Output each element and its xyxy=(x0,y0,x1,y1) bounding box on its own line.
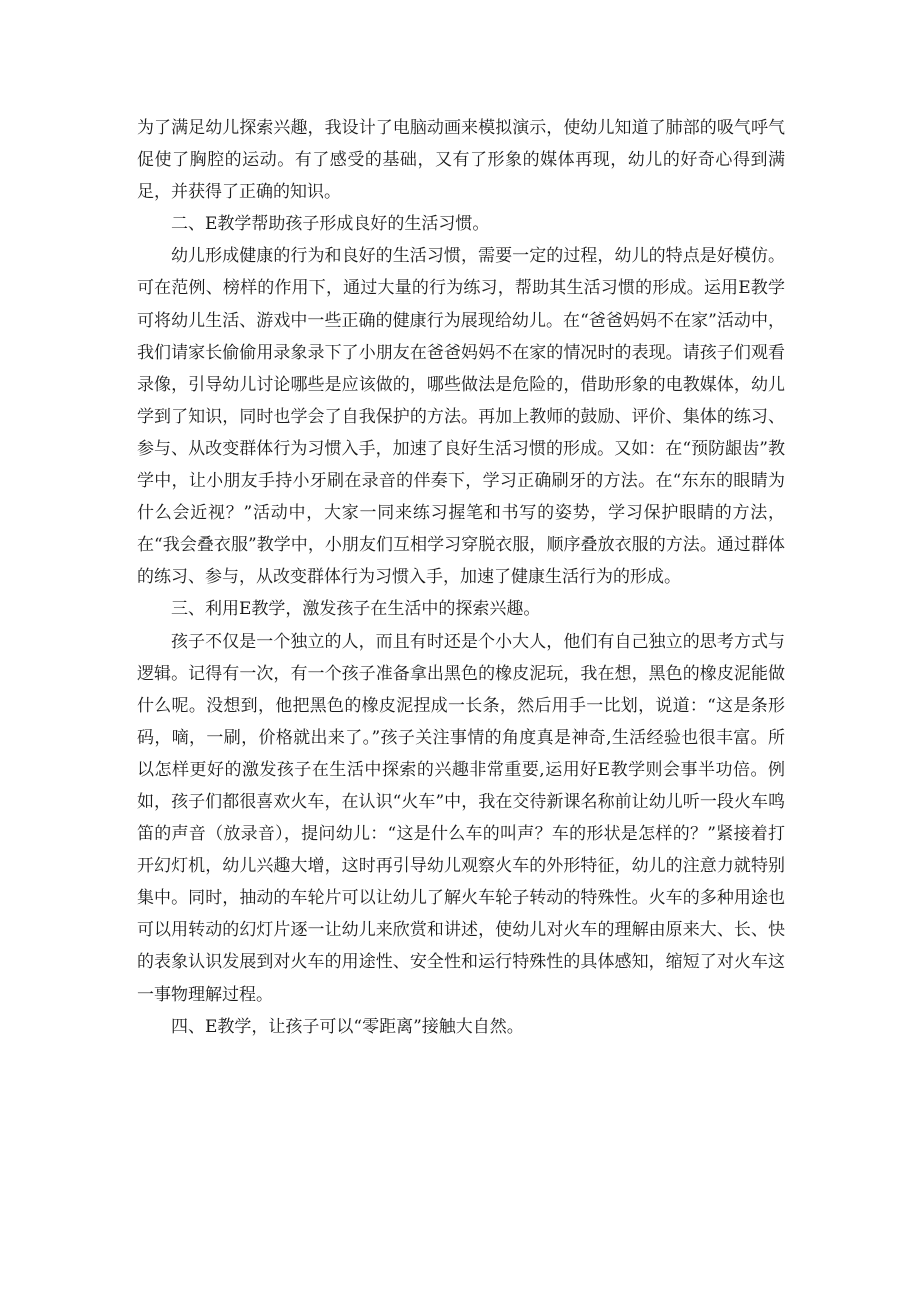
section-heading-four: 四、E教学，让孩子可以“零距离”接触大自然。 xyxy=(171,1016,524,1037)
body-paragraph-exploration: 孩子不仅是一个独立的人，而且有时还是个小大人，他们有自己独立的思考方式与逻辑。记得有一次，有一个孩子准备拿出黑色的橡皮泥玩，我在想，黑色的橡皮泥能做什么呢。没想到，他把黑色的橡皮泥捏成一长条，然后用手一比划，说道：“这是条形码，嘀，一刷，价格就出来了。”孩子关注事情的角度真是神奇,生活经验也很丰富。所以怎样更好的激发孩子在生活中探索的兴趣非常重要,运用好E教学则会事半功倍。例如，孩子们都很喜欢火车，在认识“火车”中，我在交待新课名称前让幼儿听一段火车鸣笛的声音（放录音），提问幼儿：“这是什么车的叫声？车的形状是怎样的？”紧接着打开幻灯机，幼儿兴趣大增，这时再引导幼儿观察火车的外形特征，幼儿的注意力就特别集中。同时，抽动的车轮片可以让幼儿了解火车轮子转动的特殊性。火车的多种用途也可以用转动的幻灯片逐一让幼儿来欣赏和讲述，使幼儿对火车的理解由原来大、长、快的表象认识发展到对火车的用途性、安全性和运行特殊性的具体感知，缩短了对火车这一事物理解过程。 xyxy=(137,631,785,1005)
body-paragraph-intro: 为了满足幼儿探索兴趣，我设计了电脑动画来模拟演示，使幼儿知道了肺部的吸气呼气促使了胸腔的运动。有了感受的基础，又有了形象的媒体再现，幼儿的好奇心得到满足，并获得了正确的知识。 xyxy=(137,118,785,203)
section-heading-two: 二、E教学帮助孩子形成良好的生活习惯。 xyxy=(171,214,490,235)
document-body xyxy=(137,112,785,1043)
body-paragraph-habits: 幼儿形成健康的行为和良好的生活习惯，需要一定的过程，幼儿的特点是好模仿。可在范例、榜样的作用下，通过大量的行为练习，帮助其生活习惯的形成。运用E教学可将幼儿生活、游戏中一些正确的健康行为展现给幼儿。在“爸爸妈妈不在家”活动中，我们请家长偷偷用录象录下了小朋友在爸爸妈妈不在家的情况时的表现。请孩子们观看录像，引导幼儿讨论哪些是应该做的，哪些做法是危险的，借助形象的电教媒体，幼儿学到了知识，同时也学会了自我保护的方法。再加上教师的鼓励、评价、集体的练习、参与、从改变群体行为习惯入手，加速了良好生活习惯的形成。又如：在“预防龈齿”教学中，让小朋友手持小牙刷在录音的伴奏下，学习正确刷牙的方法。在“东东的眼睛为什么会近视？”活动中，大家一同来练习握笔和书写的姿势，学习保护眼睛的方法，在“我会叠衣服”教学中，小朋友们互相学习穿脱衣服，顺序叠放衣服的方法。通过群体的练习、参与，从改变群体行为习惯入手，加速了健康生活行为的形成。 xyxy=(137,246,785,588)
section-heading-three: 三、利用E教学，激发孩子在生活中的探索兴趣。 xyxy=(171,599,541,620)
